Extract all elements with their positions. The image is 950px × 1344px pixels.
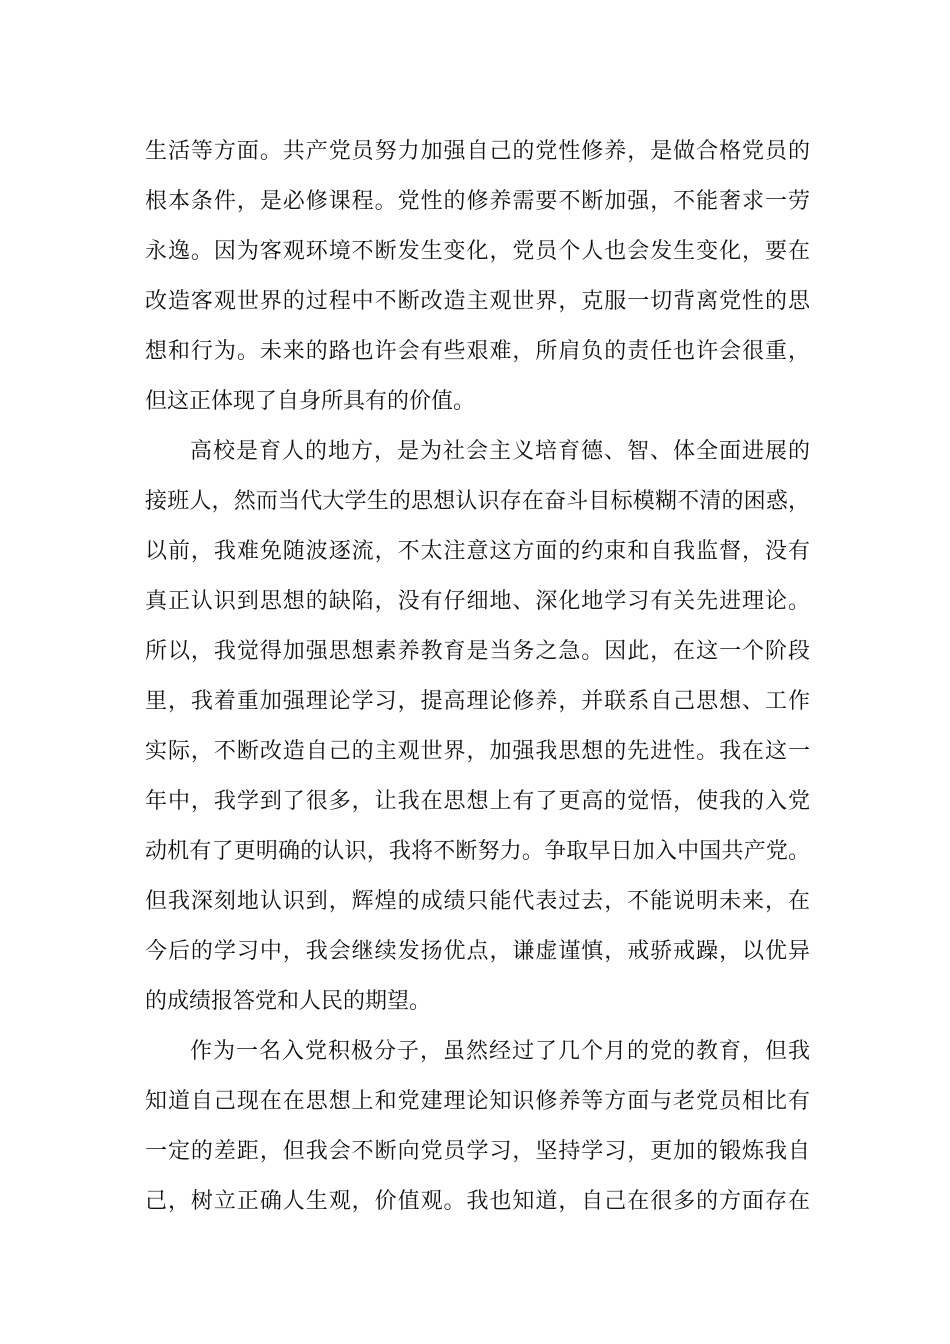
text-line: 但我深刻地认识到，辉煌的成绩只能代表过去，不能说明未来，在 [145, 889, 810, 914]
paragraph-first-line: 作为一名入党积极分子，虽然经过了几个月的党的教育，但我 [190, 1039, 810, 1064]
text-line: 动机有了更明确的认识，我将不断努力。争取早日加入中国共产党。 [145, 839, 810, 864]
text-line: 真正认识到思想的缺陷，没有仔细地、深化地学习有关先进理论。 [145, 589, 810, 614]
text-line: 所以，我觉得加强思想素养教育是当务之急。因此，在这一个阶段 [145, 639, 810, 664]
text-line: 实际，不断改造自己的主观世界，加强我思想的先进性。我在这一 [145, 739, 810, 764]
text-line: 根本条件，是必修课程。党性的修养需要不断加强，不能奢求一劳 [145, 189, 810, 214]
text-line: 己，树立正确人生观，价值观。我也知道，自己在很多的方面存在 [145, 1189, 810, 1214]
text-line: 知道自己现在在思想上和党建理论知识修养等方面与老党员相比有 [145, 1089, 810, 1114]
text-line: 永逸。因为客观环境不断发生变化，党员个人也会发生变化，要在 [145, 239, 810, 264]
paragraph-first-line: 高校是育人的地方，是为社会主义培育德、智、体全面进展的 [190, 439, 810, 464]
text-line: 想和行为。未来的路也许会有些艰难，所肩负的责任也许会很重， [145, 339, 810, 364]
text-line: 里，我着重加强理论学习，提高理论修养，并联系自己思想、工作 [145, 689, 810, 714]
text-line: 今后的学习中，我会继续发扬优点，谦虚谨慎，戒骄戒躁，以优异 [145, 939, 810, 964]
text-line: 但这正体现了自身所具有的价值。 [145, 389, 476, 414]
text-line: 年中，我学到了很多，让我在思想上有了更高的觉悟，使我的入党 [145, 789, 810, 814]
text-line: 一定的差距，但我会不断向党员学习，坚持学习，更加的锻炼我自 [145, 1139, 810, 1164]
text-line: 改造客观世界的过程中不断改造主观世界，克服一切背离党性的思 [145, 289, 810, 314]
text-line: 生活等方面。共产党员努力加强自己的党性修养，是做合格党员的 [145, 139, 810, 164]
text-line: 接班人，然而当代大学生的思想认识存在奋斗目标模糊不清的困惑， [145, 489, 810, 514]
text-line: 以前，我难免随波逐流，不太注意这方面的约束和自我监督，没有 [145, 539, 810, 564]
text-line: 的成绩报答党和人民的期望。 [145, 989, 432, 1014]
